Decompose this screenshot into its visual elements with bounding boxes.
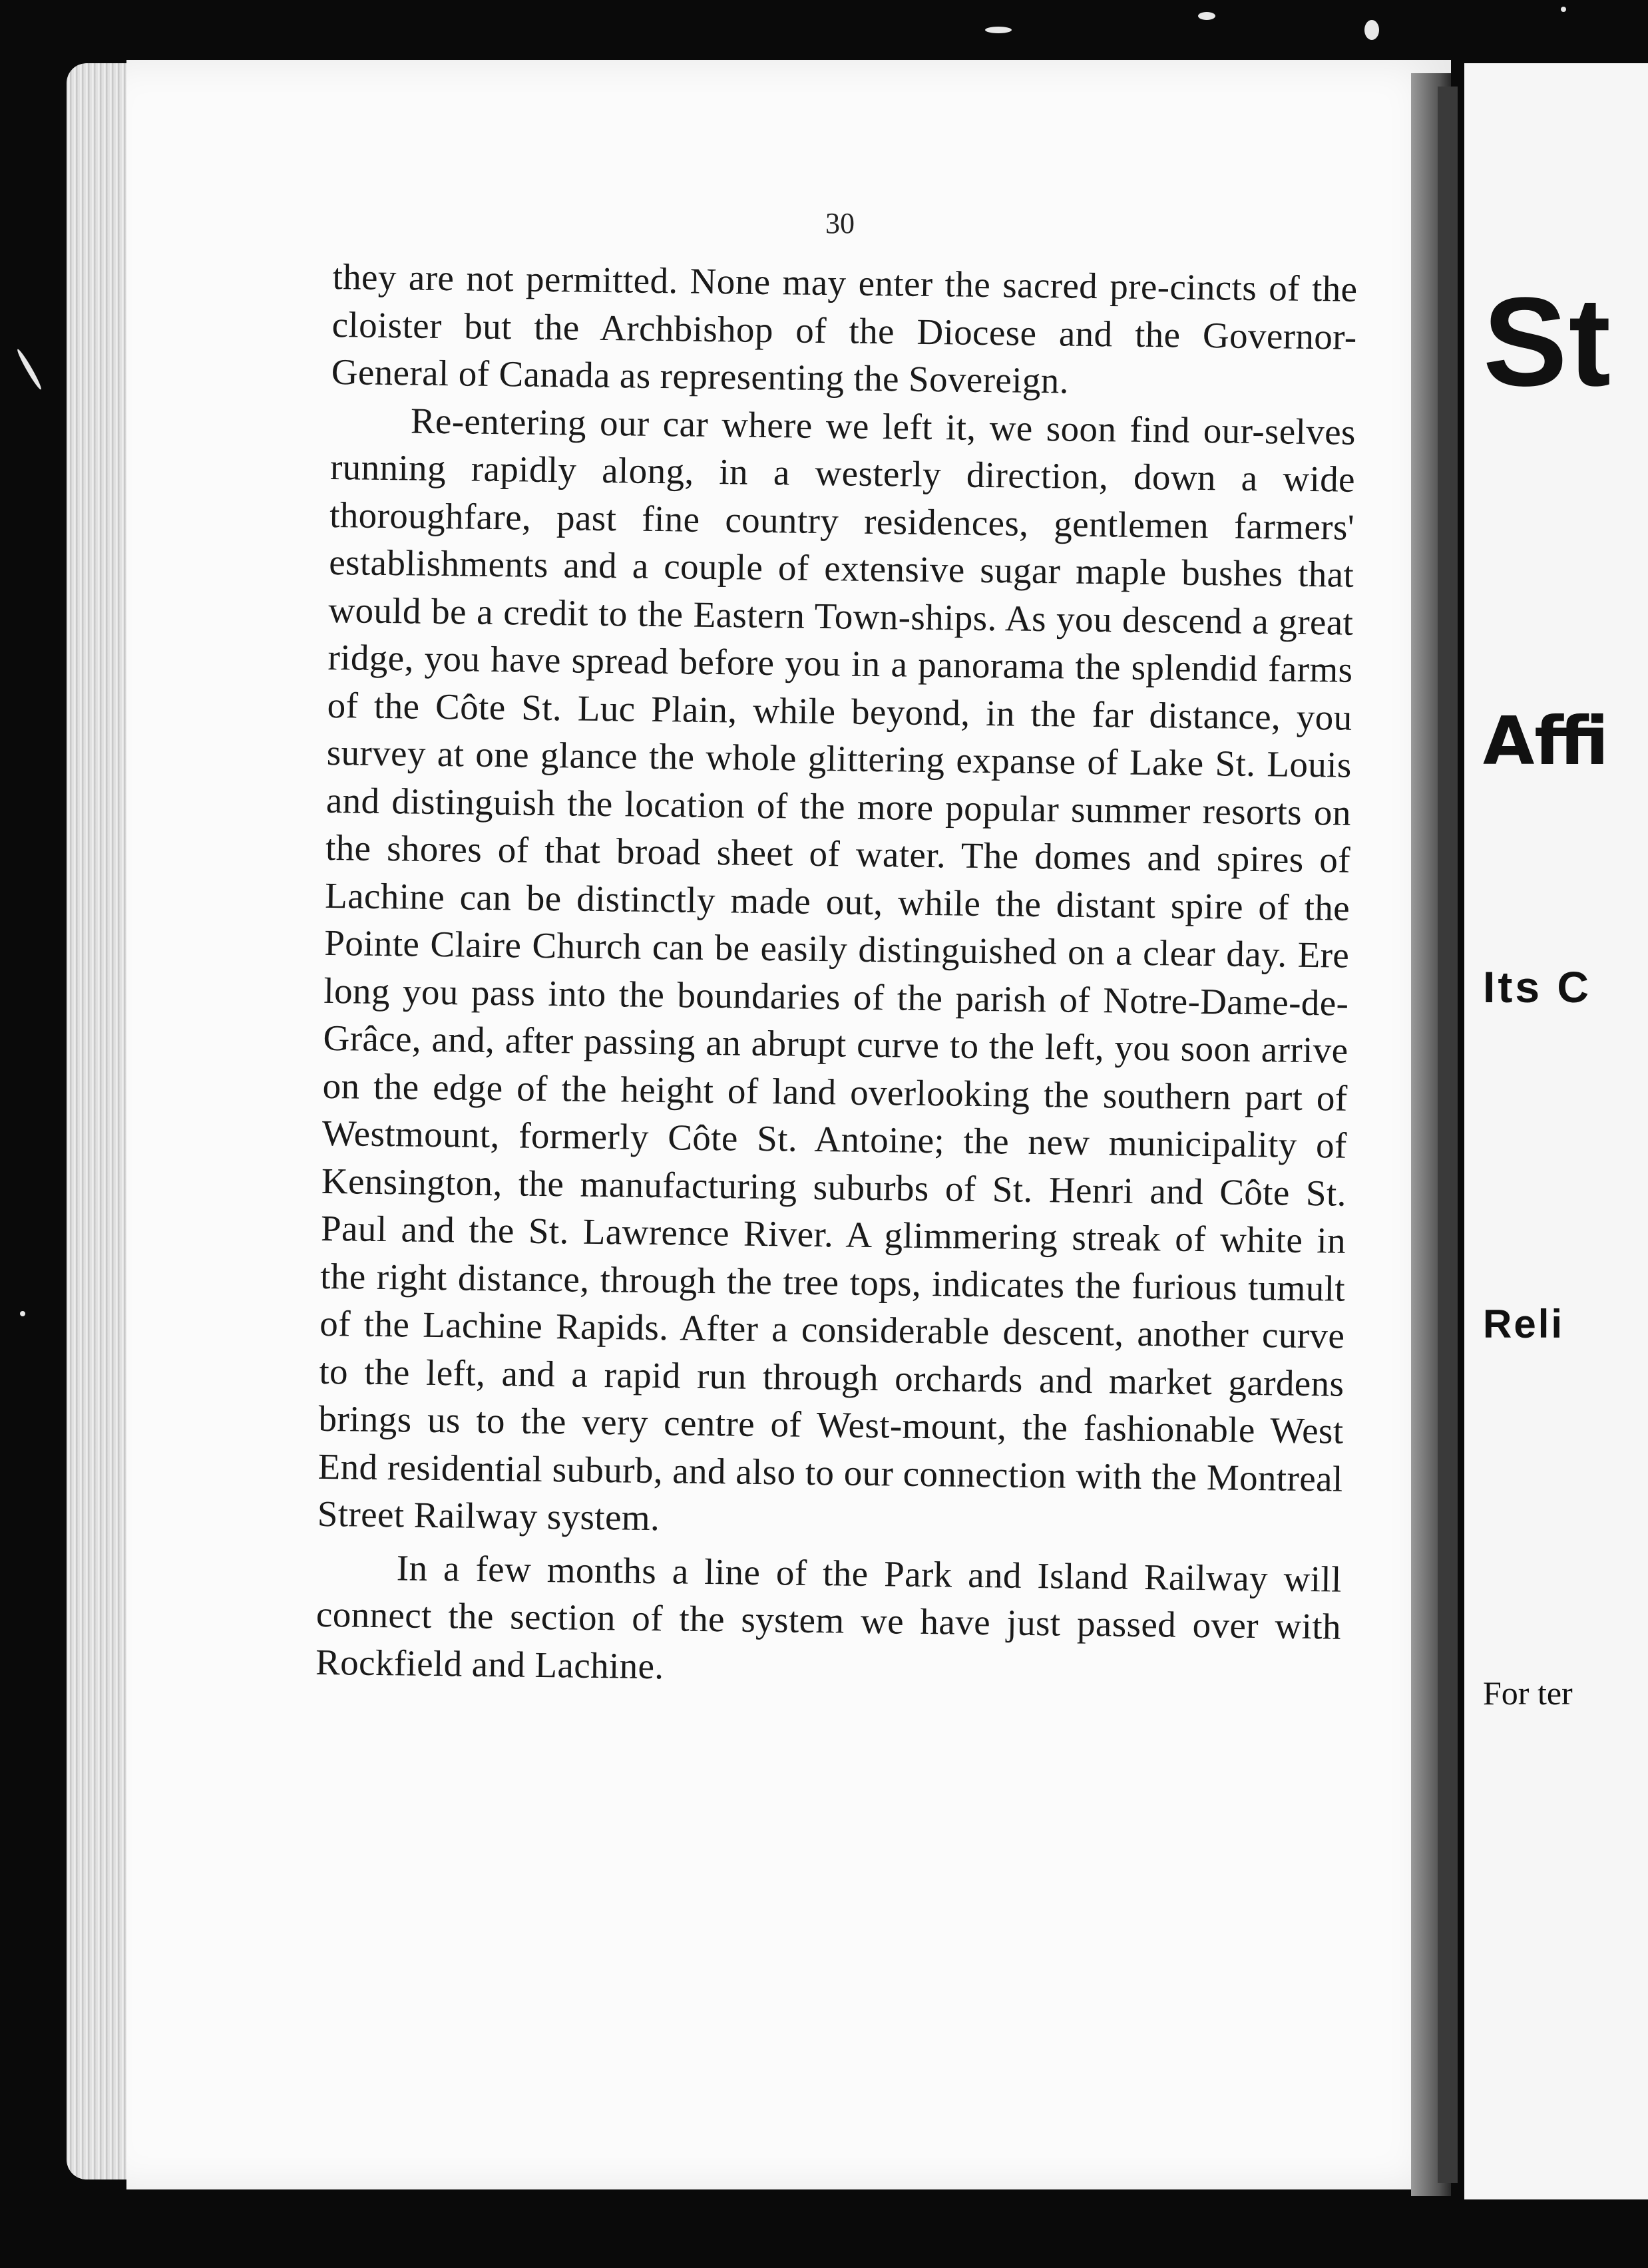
dust-speck — [1198, 12, 1215, 20]
dust-speck — [1561, 7, 1566, 12]
dust-speck — [1364, 20, 1379, 40]
right-line-fragment: Reli — [1483, 1302, 1565, 1346]
paragraph-route-description: Re-entering our car where we left it, we soon find our-selves running rapidly along, in a westerly direction, down a wide thoroughfare, past fine country residences, gentlemen farmers' establishments and a couple of extensive sugar maple bushes that would be a credit to the Eastern Town-ships. As you descend a great ridge, you have spread before you in a panorama the splendid farms of the Côte St. Luc Plain, while beyond, in the far distance, you survey at one glance the whole glittering expanse of Lake St. Louis and distinguish the location of the more popular summer resorts on the shores of that broad sheet of water. The domes and spires of Lachine can be distinctly made out, while the distant spire of the Pointe Claire Church can be easily distinguished on a clear day. Ere long you pass into the boundaries of the parish of Notre-Dame-de-Grâce, and, after passing an abrupt curve to the left, you soon arrive on the edge of the height of land overlooking the southern part of Westmount, formerly Côte St. Antoine; the new municipality of Kensington, the manufacturing suburbs of St. Henri and Côte St. Paul and the St. Lawrence River. A glimmering streak of white in the right distance, through the tree tops, indicates the furious tumult of the Lachine Rapids. After a considerable descent, another curve to the left, and a rapid run through orchards and market gardens brings us to the very centre of West-mount, the fashionable West End residential suburb, and also to our connection with the Montreal Street Railway system. — [317, 399, 1356, 1539]
paragraph-future-line: In a few months a line of the Park and Island Railway will connect the section of the system we have just passed over with Rockfield and Lachine. — [315, 1547, 1342, 1686]
dust-speck — [20, 1311, 25, 1316]
page-number: 30 — [825, 207, 855, 240]
right-line-fragment: Its C — [1483, 962, 1592, 1012]
gutter-shadow — [1438, 87, 1458, 2183]
right-page-partial — [1464, 63, 1648, 2199]
body-text — [315, 253, 1358, 1698]
dust-speck — [985, 27, 1012, 33]
right-heading-fragment: St — [1483, 272, 1612, 413]
dust-speck — [15, 348, 43, 391]
right-footer-fragment: For ter — [1483, 1674, 1573, 1712]
paragraph-continuation: they are not permitted. None may enter the sacred pre-cincts of the cloister but the Archbishop of the Diocese and the Governor-General of Canada as representing the Sovereign. — [331, 256, 1358, 401]
right-subheading-fragment: Affi — [1483, 702, 1609, 780]
